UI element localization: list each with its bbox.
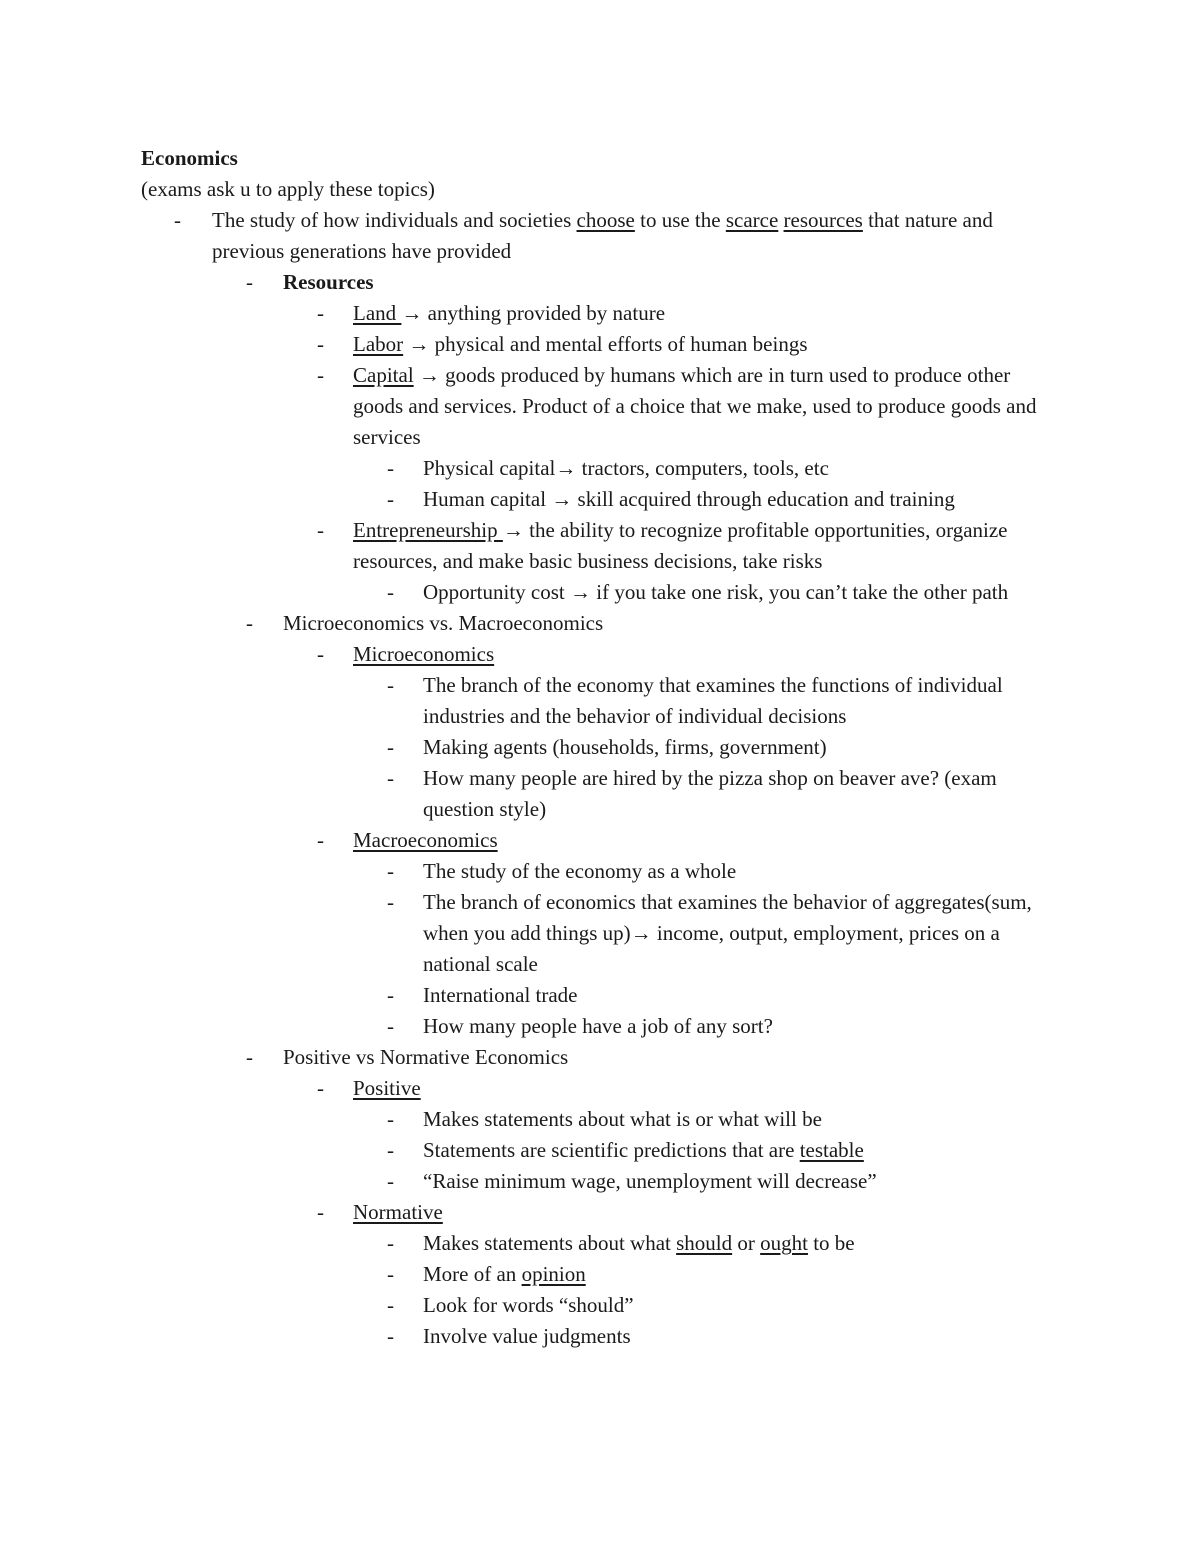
list-item: - Makes statements about what should or ought to be — [423, 1228, 1043, 1259]
bullet-dash: - — [317, 828, 324, 852]
bullet-dash: - — [387, 1107, 394, 1131]
list-item: - Human capital → skill acquired through education and training — [423, 484, 1043, 515]
underlined-term: Land — [353, 301, 402, 325]
list-item: - The branch of the economy that examines the functions of individual industries and the behavior of individual decisions — [423, 670, 1043, 732]
underlined-term: Positive — [353, 1076, 421, 1100]
list-item: - Involve value judgments — [423, 1321, 1043, 1352]
underlined-term: choose — [576, 208, 635, 232]
bullet-dash: - — [387, 1169, 394, 1193]
underlined-term: should — [676, 1231, 733, 1255]
doc-subtitle: (exams ask u to apply these topics) — [141, 177, 435, 201]
bullet-dash: - — [317, 301, 324, 325]
underlined-term: Labor — [353, 332, 404, 356]
underlined-term: Normative — [353, 1200, 443, 1224]
list-item: - The study of how individuals and societies choose to use the scarce resources that nature and previous generations have provided — [212, 205, 1062, 267]
list-item — [317, 1197, 1053, 1228]
underlined-term: scarce — [725, 208, 779, 232]
bullet-dash: - — [317, 1200, 324, 1224]
list-item: - Labor → physical and mental efforts of human beings — [353, 329, 1053, 360]
section-heading: - Microeconomics vs. Macroeconomics — [283, 608, 1043, 639]
bullet-dash: - — [387, 766, 394, 790]
bullet-dash: - — [387, 890, 394, 914]
bullet-dash: - — [317, 1076, 324, 1100]
bullet-dash: - — [387, 1231, 394, 1255]
underlined-term: testable — [799, 1138, 864, 1162]
bullet-dash: - — [246, 1045, 253, 1069]
bullet-dash: - — [387, 1014, 394, 1038]
list-item — [317, 639, 1053, 670]
bullet-dash: - — [387, 1262, 394, 1286]
list-item: - How many people have a job of any sort? — [423, 1011, 1043, 1042]
section-heading: - Resources — [283, 267, 1043, 298]
section-heading: - Positive vs Normative Economics — [283, 1042, 1043, 1073]
list-item: - Makes statements about what is or what will be — [423, 1104, 1043, 1135]
bullet-dash: - — [387, 1293, 394, 1317]
underlined-term: Macroeconomics — [353, 828, 498, 852]
underlined-term: Entrepreneurship — [353, 518, 503, 542]
list-item: - “Raise minimum wage, unemployment will decrease” — [423, 1166, 1043, 1197]
list-item: - How many people are hired by the pizza shop on beaver ave? (exam question style) — [423, 763, 1043, 825]
list-item: - More of an opinion — [423, 1259, 1043, 1290]
underlined-term: Microeconomics — [353, 642, 495, 666]
list-item — [317, 825, 1053, 856]
bullet-dash: - — [387, 735, 394, 759]
list-item: - Entrepreneurship → the ability to recognize profitable opportunities, organize resources, and make basic business decisions, take risks — [353, 515, 1053, 577]
bullet-dash: - — [246, 611, 253, 635]
bullet-dash: - — [387, 580, 394, 604]
notes-list — [0, 205, 1200, 1352]
list-item: - Physical capital→ tractors, computers, tools, etc — [423, 453, 1043, 484]
list-item: - Look for words “should” — [423, 1290, 1043, 1321]
bullet-dash: - — [317, 363, 324, 387]
bullet-dash: - — [317, 642, 324, 666]
list-item: - Making agents (households, firms, government) — [423, 732, 1043, 763]
bullet-dash: - — [174, 208, 181, 232]
list-item: - Statements are scientific predictions that are testable — [423, 1135, 1043, 1166]
list-item — [317, 1073, 1053, 1104]
list-item: - The branch of economics that examines the behavior of aggregates(sum, when you add things up)→ income, output, employment, prices on a national scale — [423, 887, 1043, 980]
underlined-term: resources — [783, 208, 863, 232]
bullet-dash: - — [387, 1138, 394, 1162]
bullet-dash: - — [387, 859, 394, 883]
underlined-term: Capital — [353, 363, 414, 387]
list-item: - The study of the economy as a whole — [423, 856, 1043, 887]
bullet-dash: - — [387, 673, 394, 697]
list-item: - International trade — [423, 980, 1043, 1011]
bullet-dash: - — [317, 332, 324, 356]
doc-title: Economics — [141, 146, 238, 170]
bullet-dash: - — [387, 456, 394, 480]
bullet-dash: - — [317, 518, 324, 542]
underlined-term: opinion — [521, 1262, 586, 1286]
bullet-dash: - — [246, 270, 253, 294]
list-item: - Opportunity cost → if you take one risk, you can’t take the other path — [423, 577, 1043, 608]
list-item: - Capital → goods produced by humans which are in turn used to produce other goods and services. Product of a choice that we make, used to produce goods and services — [353, 360, 1053, 453]
bullet-dash: - — [387, 1324, 394, 1348]
underlined-term: ought — [760, 1231, 808, 1255]
bullet-dash: - — [387, 983, 394, 1007]
bullet-dash: - — [387, 487, 394, 511]
list-item: - Land → anything provided by nature — [353, 298, 1053, 329]
